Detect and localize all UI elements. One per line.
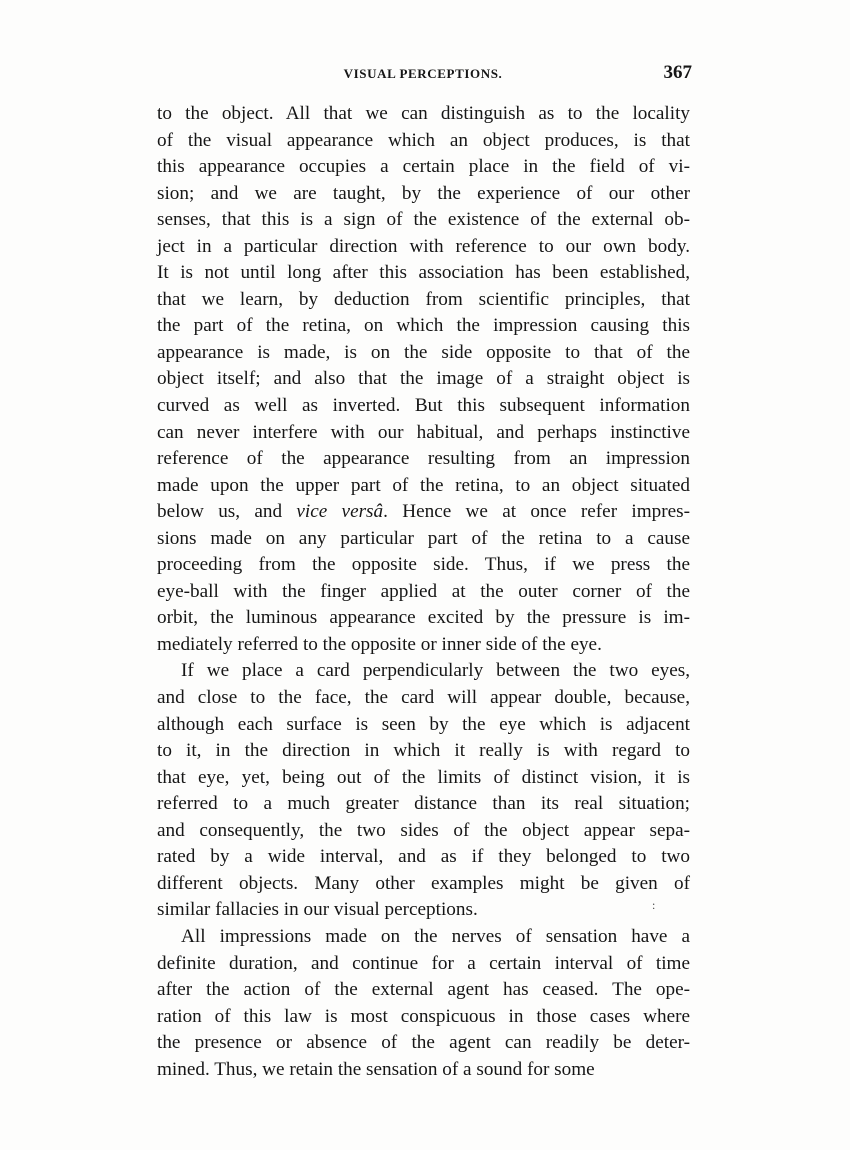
text-line: the presence or absence of the agent can readily be deter- <box>157 1032 690 1054</box>
text-line: sions made on any particular part of the retina to a cause <box>157 527 690 549</box>
text-line: to the object. All that we can distinguish as to the locality <box>157 103 690 124</box>
text-line: of the visual appearance which an object produces, is that <box>157 129 690 151</box>
text-line: below us, and vice versâ. Hence we at once refer impres- <box>157 501 690 523</box>
paragraph <box>157 924 690 1083</box>
text-line: and close to the face, the card will appear double, because, <box>157 687 690 709</box>
text-line: different objects. Many other examples might be given of <box>157 872 690 894</box>
paragraph <box>157 658 690 923</box>
text-line: referred to a much greater distance than its real situation; <box>157 793 690 815</box>
text-line: sion; and we are taught, by the experience of our other <box>157 182 690 204</box>
text-line: can never interfere with our habitual, and perhaps instinctive <box>157 421 690 443</box>
body-text <box>157 101 690 1083</box>
text-line: mediately referred to the opposite or inner side of the eye. <box>157 633 602 655</box>
text-line: and consequently, the two sides of the object appear sepa- <box>157 819 690 841</box>
text-line: after the action of the external agent has ceased. The ope- <box>157 979 690 1001</box>
running-head <box>156 64 690 86</box>
text-line: orbit, the luminous appearance excited by the pressure is im- <box>157 607 690 629</box>
text-line: mined. Thus, we retain the sensation of a sound for some <box>157 1058 595 1080</box>
text-line: ration of this law is most conspicuous in those cases where <box>157 1005 690 1027</box>
running-title: VISUAL PERCEPTIONS. <box>343 66 503 81</box>
text-line: the part of the retina, on which the impression causing this <box>157 315 690 337</box>
text-line: ject in a particular direction with reference to our own body. <box>157 235 690 257</box>
text-line: similar fallacies in our visual perceptions. <box>157 899 478 921</box>
text-line: reference of the appearance resulting from an impression <box>157 448 690 470</box>
italic-phrase: vice versâ <box>296 501 384 523</box>
text-line: definite duration, and continue for a certain interval of time <box>157 952 690 974</box>
page-number: 367 <box>663 62 692 83</box>
text-line: that eye, yet, being out of the limits of distinct vision, it is <box>157 766 690 788</box>
text-line: this appearance occupies a certain place in the field of vi- <box>157 156 690 178</box>
text-line: curved as well as inverted. But this subsequent information <box>157 395 690 417</box>
text-line: It is not until long after this association has been established, <box>157 262 690 284</box>
stray-mark: : <box>652 898 656 912</box>
text-line: proceeding from the opposite side. Thus, if we press the <box>157 554 690 576</box>
text-line: If we place a card perpendicularly between the two eyes, <box>181 660 690 682</box>
text-line: All impressions made on the nerves of sensation have a <box>181 925 690 947</box>
text-line: although each surface is seen by the eye which is adjacent <box>157 713 690 735</box>
text-line: that we learn, by deduction from scientific principles, that <box>157 288 690 310</box>
text-line: appearance is made, is on the side opposite to that of the <box>157 341 690 363</box>
text-line: object itself; and also that the image of a straight object is <box>157 368 690 390</box>
paragraph <box>157 101 690 658</box>
text-line: made upon the upper part of the retina, to an object situated <box>157 474 690 496</box>
text-line: rated by a wide interval, and as if they belonged to two <box>157 846 690 868</box>
text-line: to it, in the direction in which it really is with regard to <box>157 740 690 762</box>
text-line: eye-ball with the finger applied at the outer corner of the <box>157 580 690 602</box>
text-line: senses, that this is a sign of the existence of the external ob- <box>157 209 690 231</box>
